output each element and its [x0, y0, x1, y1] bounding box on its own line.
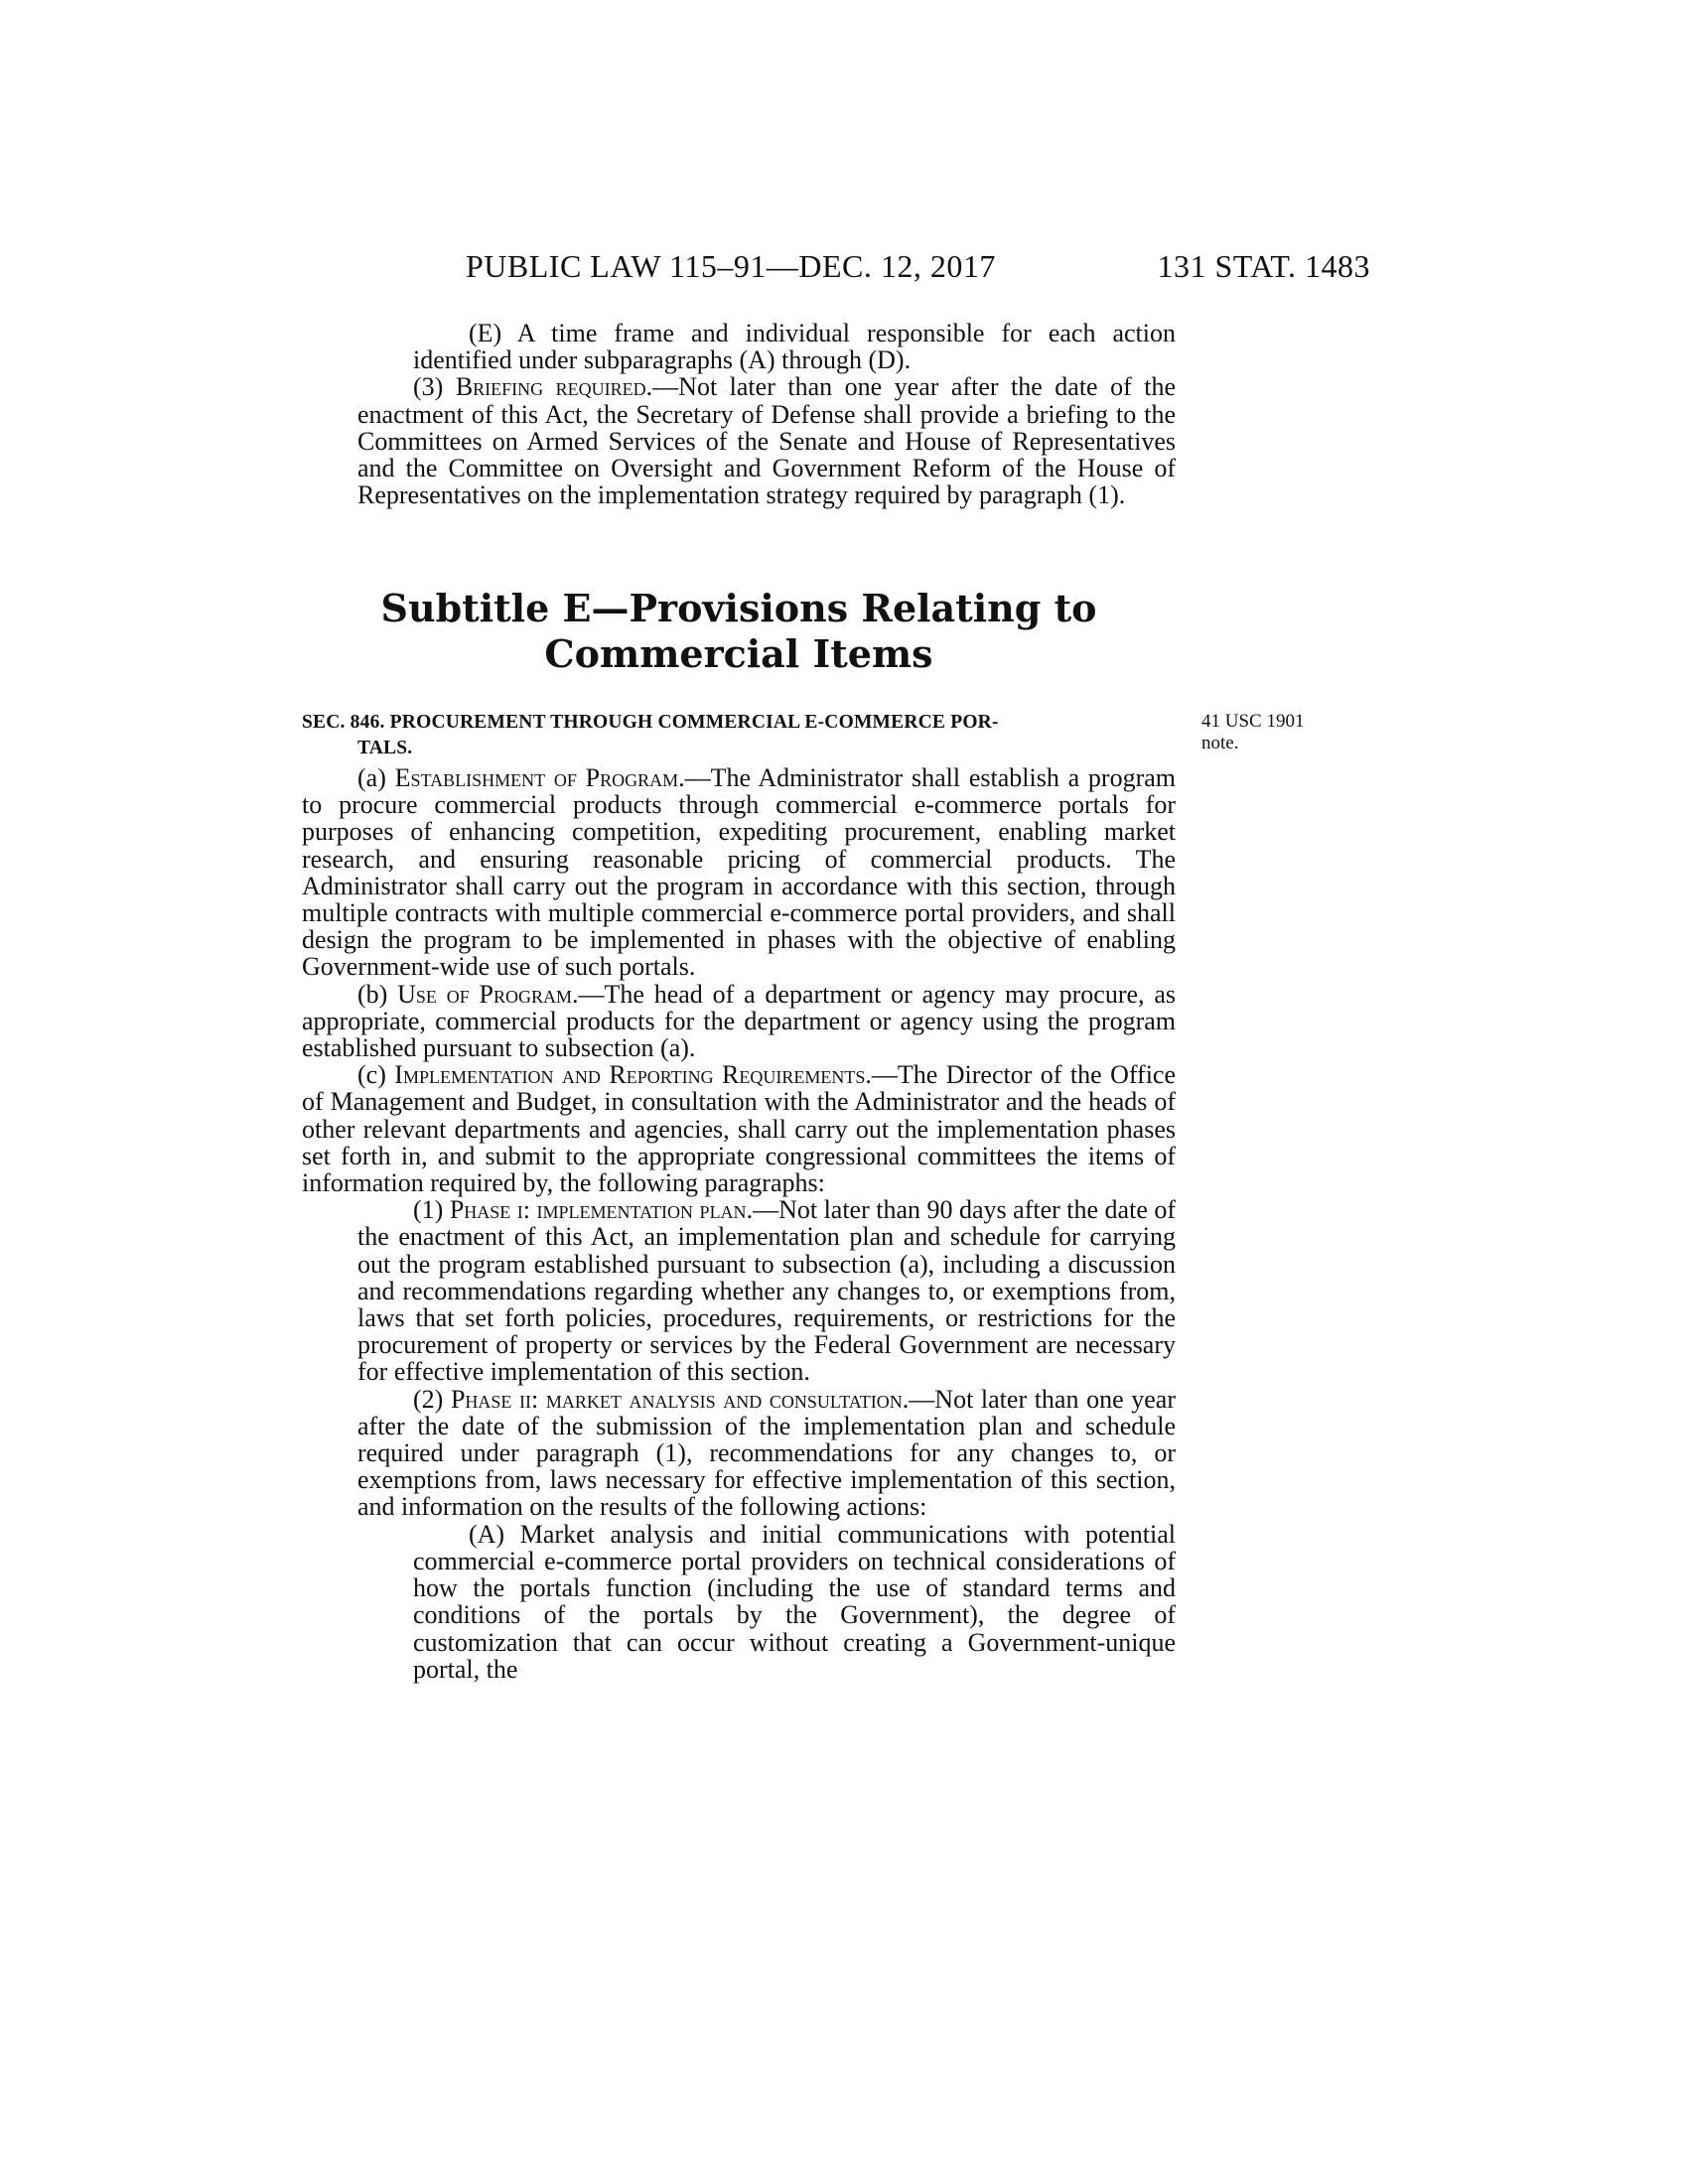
margin-note-line-1: 41 USC 1901 — [1201, 711, 1305, 732]
subsection-b-text: .—The head of a department or agency may procure, as appropriate, commercial products for the department or agency using the program established pursuant to subsection (a). — [302, 979, 1176, 1063]
subsection-c-number: (c) — [357, 1060, 395, 1090]
subsection-a — [302, 764, 1176, 981]
paragraph-3 — [302, 373, 1176, 508]
paragraph-c2-number: (2) — [413, 1384, 451, 1414]
paragraph-3-heading: Briefing required — [455, 372, 646, 402]
paragraph-c1 — [302, 1196, 1176, 1385]
paragraph-3-number: (3) — [413, 372, 456, 402]
subsection-b-heading: Use of Program — [397, 979, 572, 1009]
margin-note-line-2: note. — [1201, 733, 1239, 753]
subsection-c-heading: Implementation and Reporting Requirements — [394, 1060, 866, 1090]
subtitle-line-1: Subtitle E—Provisions Relating to — [380, 586, 1097, 630]
subtitle-line-2: Commercial Items — [544, 631, 933, 676]
subparagraph-e: (E) A time frame and individual responsible for each action identified under subparagraphs (A) through (D). — [413, 319, 1176, 375]
section-heading — [302, 710, 1176, 761]
subsection-c-text: .—The Director of the Office of Management and Budget, in consultation with the Administrator and the heads of other relevant departments and agencies, shall carry out the implementation phases set forth in, and submit to the appropriate congressional committees the items of information required by, the following paragraphs: — [302, 1060, 1176, 1198]
paragraph-c1-number: (1) — [413, 1195, 450, 1225]
subsection-b — [302, 981, 1176, 1062]
paragraph-c2-text: .—Not later than one year after the date of the submission of the implementation plan and schedule required under paragraph (1), recommendations for any changes to, or exemptions from, laws necessary for effective implementation of this section, and information on the results of the following actions: — [357, 1384, 1176, 1522]
subsection-a-number: (a) — [357, 763, 395, 792]
subsection-a-heading: Establishment of Program — [394, 763, 679, 792]
paragraph-c1-heading: Phase i: implementation plan — [449, 1195, 747, 1225]
paragraph-c1-text: .—Not later than 90 days after the date of the enactment of this Act, an implementation plan and schedule for carrying out the program established pursuant to subsection (a), including a discussion and recommendations regarding whether any changes to, or exemptions from, laws that set forth policies, procedures, requirements, or restrictions for the procurement of property or services by the Federal Government are necessary for effective implementation of this section. — [357, 1195, 1177, 1387]
page-header — [298, 248, 1370, 288]
subsection-c — [302, 1061, 1176, 1196]
public-law-title: PUBLIC LAW 115–91—DEC. 12, 2017 — [466, 248, 996, 284]
continued-paragraph-block — [302, 320, 1176, 508]
section-heading-line-1: SEC. 846. PROCUREMENT THROUGH COMMERCIAL E-COMMERCE POR- — [302, 712, 999, 733]
section-body — [302, 764, 1176, 1683]
subparagraph-c2-a: (A) Market analysis and initial communications with potential commercial e-commerce portal providers on technical considerations of how the portals function (including the use of standard terms and conditions of the portals by the Government), the degree of customization that can occur without creating a Government-unique portal, the — [413, 1519, 1176, 1684]
subtitle-heading — [302, 586, 1176, 677]
subsection-b-number: (b) — [357, 979, 398, 1009]
section-heading-line-2: TALS. — [357, 738, 413, 758]
paragraph-c2 — [302, 1386, 1176, 1521]
paragraph-c2-heading: Phase ii: market analysis and consultation — [450, 1384, 903, 1414]
statute-page-number: 131 STAT. 1483 — [1157, 248, 1370, 284]
paragraph-3-text: .—Not later than one year after the date of the enactment of this Act, the Secretary of Defense shall provide a briefing to the Committees on Armed Services of the Senate and House of Representatives and the Committee on Oversight and Government Reform of the House of Representatives on the implementation strategy required by paragraph (1). — [357, 372, 1176, 510]
subsection-a-text: .—The Administrator shall establish a program to procure commercial products through commercial e-commerce portals for purposes of enhancing competition, expediting procurement, enabling market research, and ensuring reasonable pricing of commercial products. The Administrator shall carry out the program in accordance with this section, through multiple contracts with multiple commercial e-commerce portal providers, and shall design the program to be implemented in phases with the objective of enabling Government-wide use of such portals. — [302, 763, 1176, 982]
margin-note — [1201, 711, 1331, 754]
